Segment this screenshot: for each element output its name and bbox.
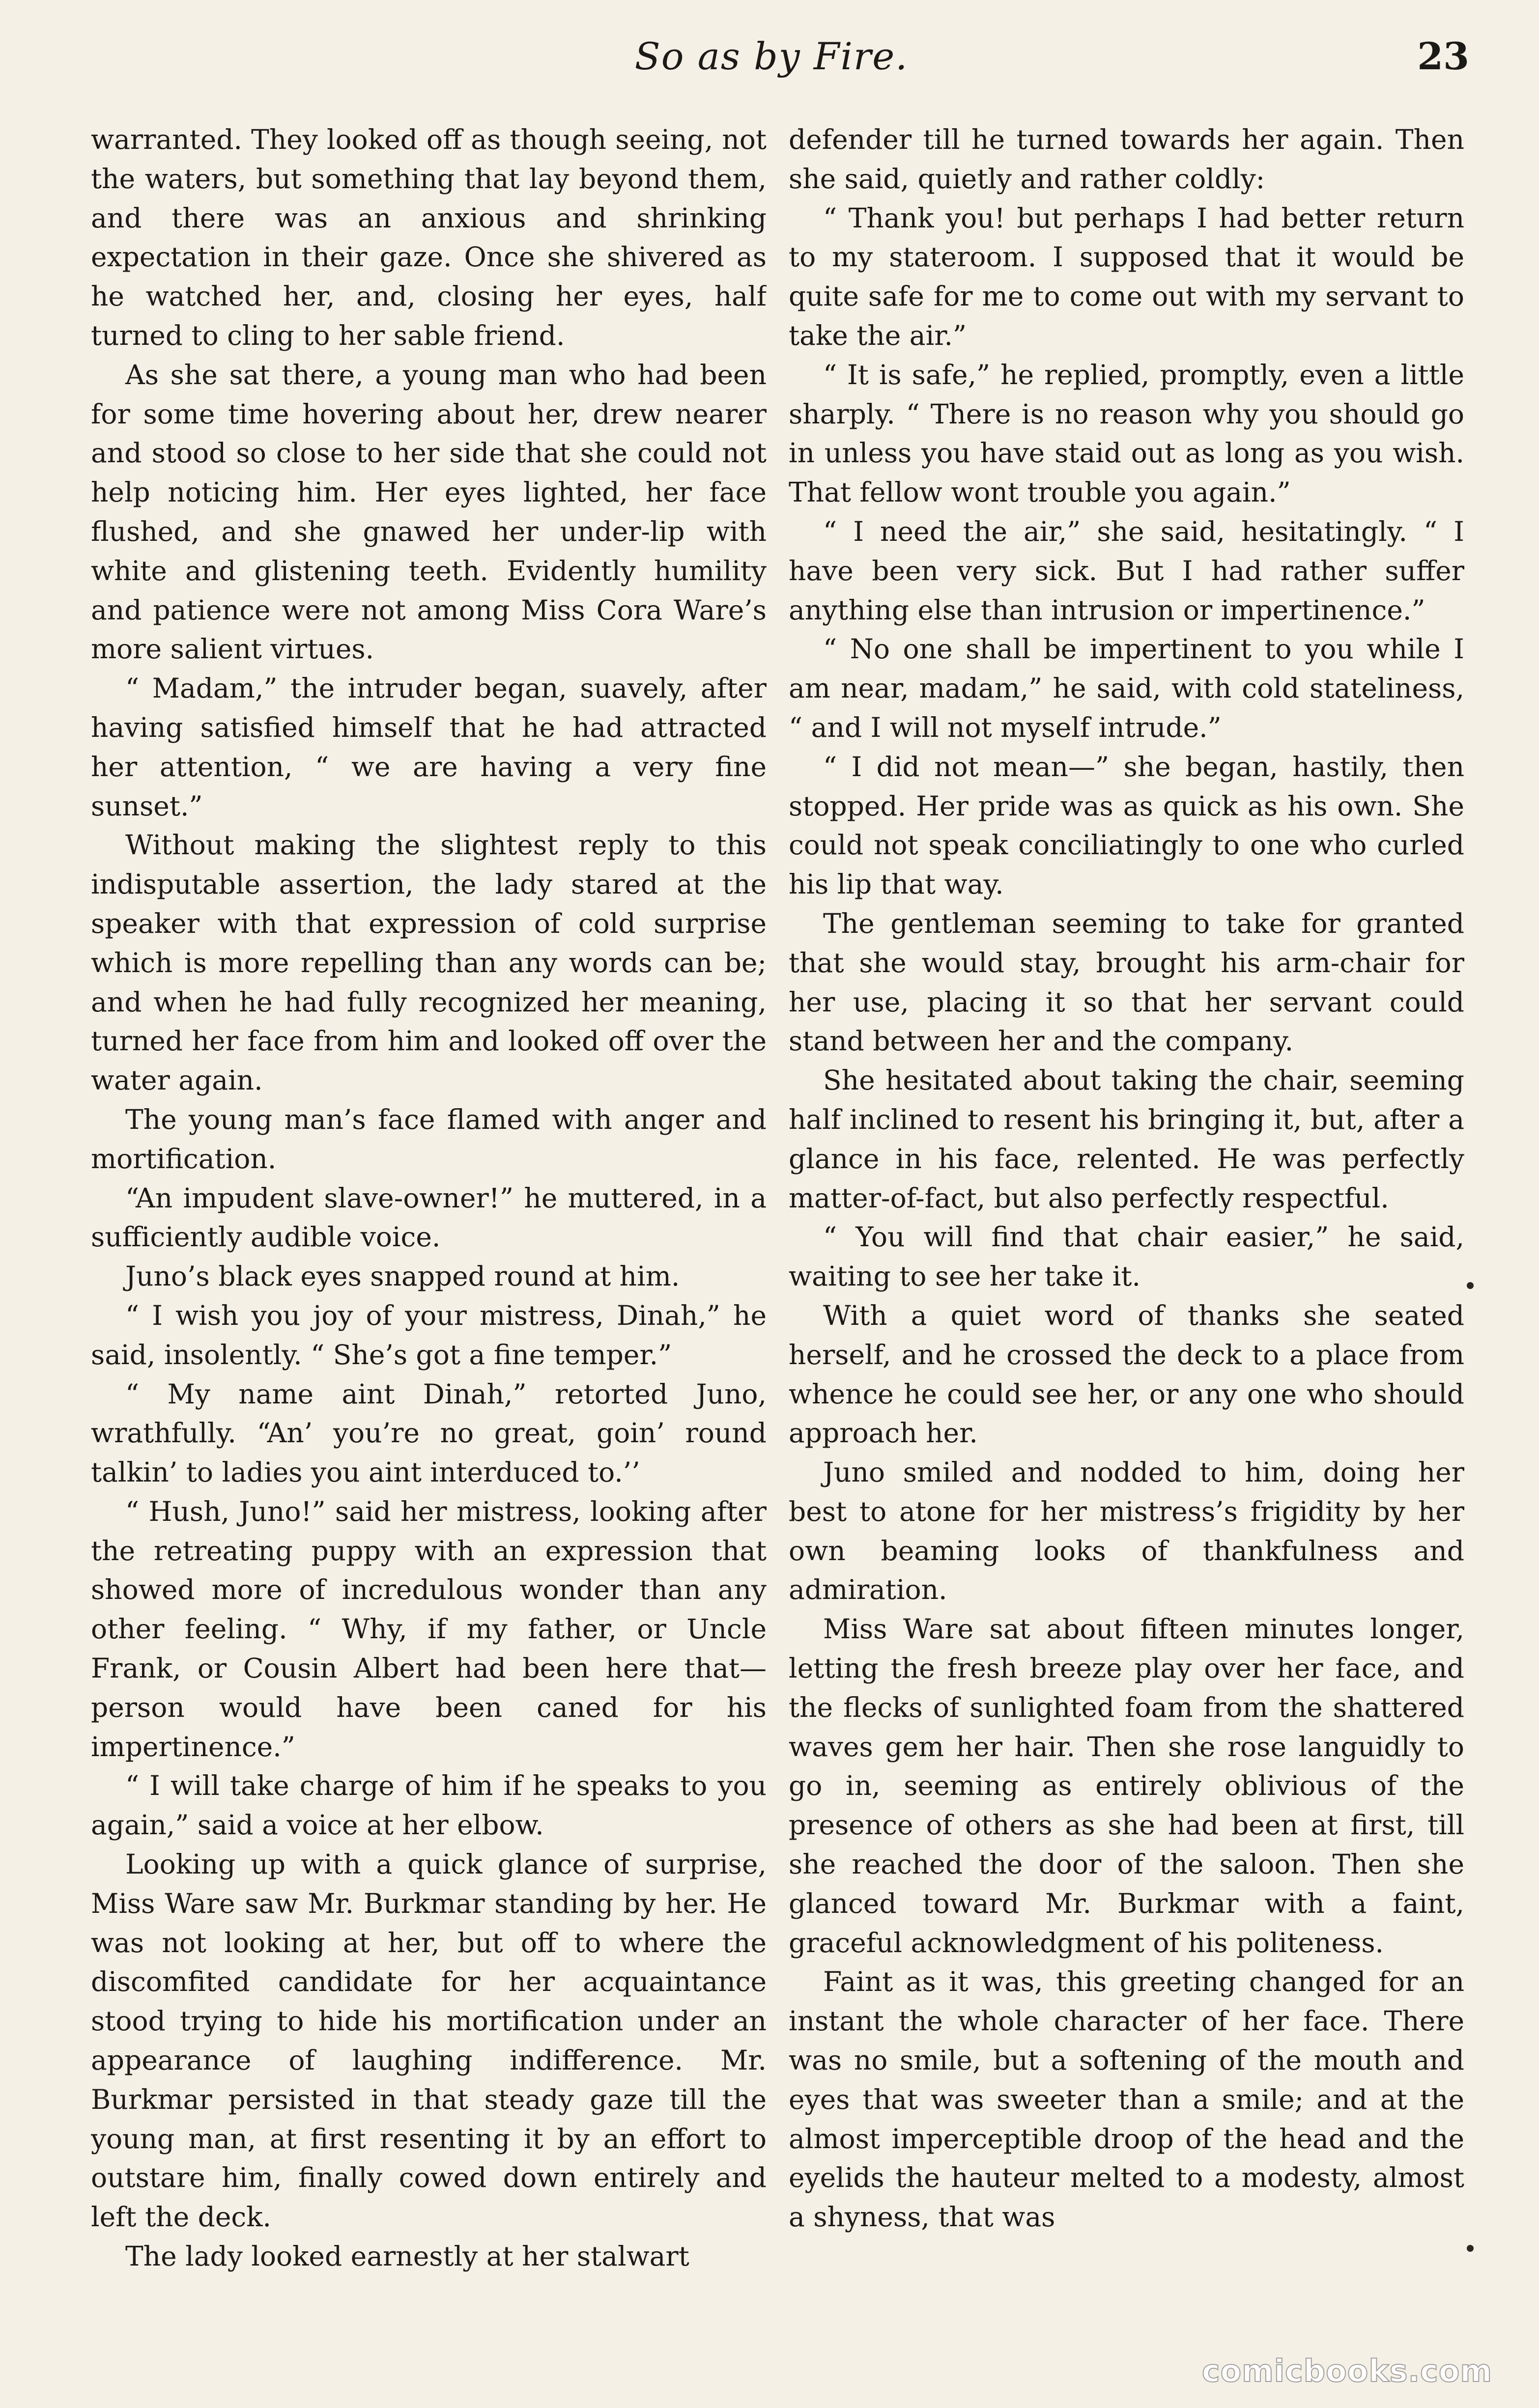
paragraph: With a quiet word of thanks she seated herself, and he crossed the deck to a place from whence he could see her, or any one who should approach her. — [789, 1299, 1464, 1449]
paragraph: Juno smiled and nodded to him, doing her best to atone for her mistress’s frigidity by her own beaming looks of thankfulness and admiration. — [789, 1456, 1464, 1606]
paragraph: “ My name aint Dinah,” retorted Juno, wrathfully. “An’ you’re no great, goin’ round talkin’ to ladies you aint interduced to.’’ — [91, 1378, 767, 1488]
paragraph: “ Thank you! but perhaps I had better return to my stateroom. I supposed that it would be quite safe for me to come out with my servant to take the air.” — [789, 202, 1464, 351]
ink-speck-decoration — [1467, 1282, 1474, 1289]
ink-speck-decoration — [1467, 2245, 1474, 2252]
paragraph: Faint as it was, this greeting changed for an instant the whole character of her face. There was no smile, but a softening of the mouth and eyes that was sweeter than a smile; and at the almost imperceptible droop of the head and the eyelids the hauteur melted to a modesty, almost a shyness, that was — [789, 1966, 1464, 2233]
paragraph: Looking up with a quick glance of surprise, Miss Ware saw Mr. Burkmar standing by her. He was not looking at her, but off to where the discomfited candidate for her acquaintance stood trying to hide his mortification under an appearance of laughing indifference. Mr. Burkmar persisted in that steady gaze till the young man, at first resenting it by an effort to outstare him, finally cowed down entirely and left the deck. — [91, 1848, 767, 2233]
page-number: 23 — [1417, 34, 1469, 78]
paragraph: warranted. They looked off as though seeing, not the waters, but something that lay beyond them, and there was an anxious and shrinking expectation in their gaze. Once she shivered as he watched her, and, closing her eyes, half turned to cling to her sable friend. — [91, 124, 767, 351]
paragraph: Juno’s black eyes snapped round at him. — [125, 1260, 680, 1292]
paragraph: The young man’s face flamed with anger and mortification. — [91, 1103, 767, 1175]
paragraph: “ I will take charge of him if he speaks to you again,” said a voice at her elbow. — [91, 1770, 767, 1841]
page-header — [74, 29, 1469, 88]
paragraph: “ I did not mean—” she began, hastily, then stopped. Her pride was as quick as his own. She could not speak conciliatingly to one who curled his lip that way. — [789, 751, 1464, 900]
paragraph: “ Hush, Juno!” said her mistress, looking after the retreating puppy with an expression that showed more of incredulous wonder than any other feeling. “ Why, if my father, or Uncle Frank, or Cousin Albert had been here that—person would have been caned for his impertinence.” — [91, 1495, 767, 1763]
paragraph: “ You will find that chair easier,” he said, waiting to see her take it. — [789, 1221, 1464, 1292]
paragraph: She hesitated about taking the chair, seeming half inclined to resent his bringing it, but, after a glance in his face, relented. He was perfectly matter-of-fact, but also perfectly respectful. — [789, 1064, 1464, 1214]
paragraph: “ Madam,” the intruder began, suavely, after having satisfied himself that he had attracted her attention, “ we are having a very fine sunset.” — [91, 672, 767, 822]
paragraph: Without making the slightest reply to this indisputable assertion, the lady stared at the speaker with that expression of cold surprise which is more repelling than any words can be; and when he had fully recognized her meaning, turned her face from him and looked off over the water again. — [91, 829, 767, 1096]
paragraph: As she sat there, a young man who had been for some time hovering about her, drew nearer and stood so close to her side that she could not help noticing him. Her eyes lighted, her face flushed, and she gnawed her under-lip with white and glistening teeth. Evidently humility and patience were not among Miss Cora Ware’s more salient virtues. — [91, 359, 767, 665]
paragraph: defender till he turned towards her again. Then she said, quietly and rather coldly: — [789, 124, 1464, 195]
paragraph: “An impudent slave-owner!” he muttered, in a sufficiently audible voice. — [91, 1182, 767, 1253]
paragraph: “ It is safe,” he replied, promptly, even a little sharply. “ There is no reason why you should go in unless you have staid out as long as you wish. That fellow wont trouble you again.” — [789, 359, 1464, 508]
site-watermark: comicbooks.com — [1201, 2353, 1492, 2389]
paragraph: The gentleman seeming to take for granted that she would stay, brought his arm-chair for her use, placing it so that her servant could stand between her and the company. — [789, 907, 1464, 1057]
right-text-column — [789, 120, 1464, 2360]
running-title: So as by Fire. — [634, 34, 909, 78]
paragraph: “ I need the air,” she said, hesitatingly. “ I have been very sick. But I had rather suffer anything else than intrusion or impertinence.” — [789, 515, 1464, 626]
paragraph: “ No one shall be impertinent to you while I am near, madam,” he said, with cold stateliness, “ and I will not myself intrude.” — [789, 633, 1464, 743]
paragraph: Miss Ware sat about fifteen minutes longer, letting the fresh breeze play over her face, and the flecks of sunlighted foam from the shattered waves gem her hair. Then she rose languidly to go in, seeming as entirely oblivious of the presence of others as she had been at first, till she reached the door of the saloon. Then she glanced toward Mr. Burkmar with a faint, graceful acknowledgment of his politeness. — [789, 1613, 1464, 1959]
paragraph: “ I wish you joy of your mistress, Dinah,” he said, insolently. “ She’s got a fine temper.” — [91, 1299, 767, 1371]
paragraph: The lady looked earnestly at her stalwart — [125, 2240, 689, 2272]
left-text-column — [91, 120, 767, 2360]
